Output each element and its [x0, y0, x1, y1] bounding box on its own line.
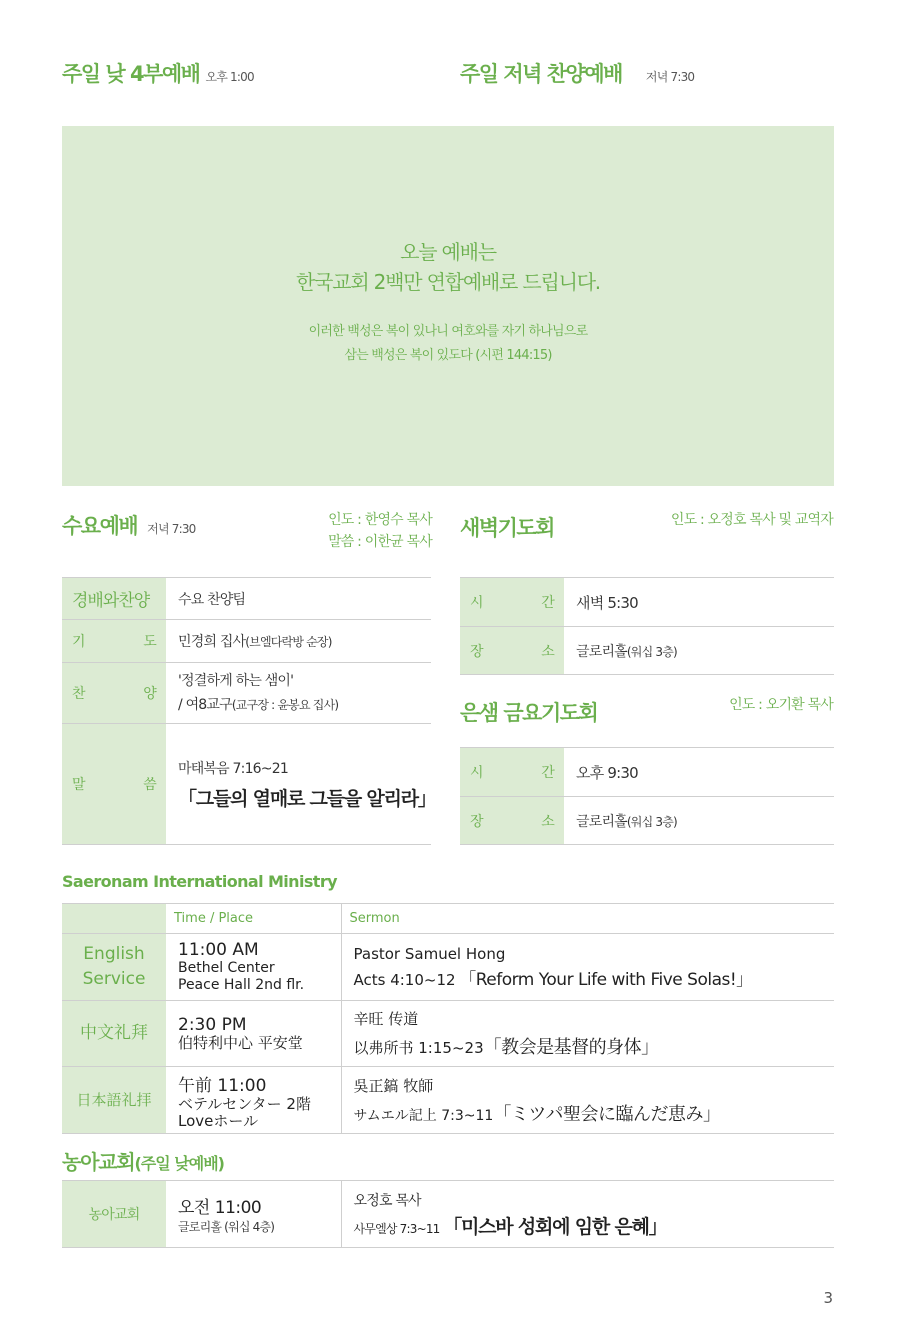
- table-row: [460, 627, 834, 675]
- table-row: [62, 1067, 834, 1134]
- time-place: [166, 1001, 341, 1067]
- wednesday-leader: 인도 : 한영수 목사: [328, 512, 432, 528]
- sermon: [341, 934, 834, 1001]
- label-char: 찬: [72, 686, 85, 702]
- dawn-leader: 인도 : 오정호 목사 및 교역자: [670, 512, 833, 528]
- deaf-church-title: 농아교회: [62, 1150, 135, 1174]
- label-char: 씀: [143, 777, 156, 793]
- service-place: 글로리홀 (워십 4층): [178, 1220, 275, 1234]
- row-value: 새벽 5:30: [564, 578, 834, 627]
- service-time: 午前 11:00: [178, 1075, 267, 1096]
- sermon-passage: サムエル記上 7:3~11: [353, 1107, 494, 1124]
- table-row: [460, 748, 834, 797]
- banner-line-2: 한국교회 2백만 연합예배로 드립니다.: [296, 270, 600, 294]
- sermon-passage: Acts 4:10~12: [353, 970, 456, 989]
- label-char: 간: [541, 765, 554, 781]
- section-title-text: 주일 낮 4부예배: [62, 62, 200, 86]
- service-place: Loveホール: [178, 1111, 259, 1130]
- sermon-title: 「미스바 성회에 임한 은혜」: [443, 1215, 667, 1238]
- sermon-title: 「教会是基督的身体」: [483, 1037, 659, 1058]
- value-main: 글로리홀: [576, 813, 627, 830]
- deaf-church-subtitle: (주일 낮예배): [134, 1154, 224, 1173]
- time-place: [166, 934, 341, 1001]
- row-value: [166, 724, 436, 845]
- row-label: [460, 627, 564, 675]
- table-row: [460, 578, 834, 627]
- wednesday-leaders: [328, 509, 432, 553]
- header-blank: [62, 904, 166, 934]
- sermon-line: [354, 1033, 835, 1059]
- table-row: [460, 797, 834, 845]
- table-row: [62, 934, 834, 1001]
- label-char: 간: [541, 595, 554, 611]
- sermon-title: 「그들의 열매로 그들을 알리라」: [178, 787, 436, 810]
- row-label: [460, 748, 564, 797]
- announcement-banner: [62, 126, 834, 486]
- service-name-line: 日本語礼拝: [76, 1090, 152, 1109]
- table-row: [62, 1181, 834, 1248]
- sermon-passage: 사무엘상 7:3~11: [353, 1221, 440, 1236]
- friday-leader: 인도 : 오기환 목사: [729, 697, 833, 713]
- value-note: (워십 3층): [626, 814, 677, 829]
- banner-verse-1: 이러한 백성은 복이 있나니 여호와를 자기 하나님으로: [308, 324, 588, 339]
- sermon-pastor: 辛旺 传道: [353, 1010, 419, 1028]
- page-number: 3: [823, 1289, 833, 1307]
- wednesday-preacher: 말씀 : 이한균 목사: [328, 534, 432, 550]
- label-char: 기: [72, 634, 85, 650]
- row-value: [166, 663, 431, 724]
- section-title-sunday-evening: [460, 58, 694, 88]
- section-title-text: 수요예배: [62, 514, 138, 538]
- row-label: [460, 578, 564, 627]
- international-title: Saeronam International Ministry: [62, 872, 337, 891]
- row-label: [460, 797, 564, 845]
- table-row: [62, 578, 431, 620]
- sermon: [341, 1001, 834, 1067]
- sermon-title: 「ミツパ聖会に臨んだ恵み」: [493, 1103, 721, 1125]
- header-sermon: Sermon: [341, 904, 834, 934]
- sermon-passage: 以弗所书 1:15~23: [353, 1039, 484, 1057]
- sermon-pastor: 吳正鎬 牧師: [353, 1076, 434, 1095]
- section-title-dawn: 새벽기도회: [460, 516, 554, 540]
- table-header-row: [62, 904, 834, 934]
- praise-song: '정결하게 하는 샘이': [178, 673, 294, 689]
- sermon-passage: 마태복음 7:16~21: [178, 760, 288, 777]
- label-char: 소: [541, 643, 554, 660]
- label-char: 양: [143, 686, 156, 702]
- label-char: 도: [143, 634, 156, 650]
- row-value: 오후 9:30: [564, 748, 834, 797]
- sermon-line: [354, 1212, 835, 1239]
- sermon: [341, 1181, 834, 1248]
- service-name: [62, 1001, 166, 1067]
- service-time: 2:30 PM: [178, 1015, 247, 1035]
- banner-line-1: 오늘 예배는: [400, 240, 496, 264]
- service-name: [62, 1067, 166, 1134]
- value-main: / 여8교구: [178, 697, 232, 713]
- section-title-friday: 은샘 금요기도회: [460, 701, 598, 725]
- service-name-line: Service: [82, 969, 146, 989]
- label-char: 시: [470, 765, 483, 781]
- service-time: 오전 11:00: [178, 1198, 262, 1218]
- sermon-line: [354, 1100, 835, 1126]
- row-value: [564, 797, 834, 845]
- service-place: ベテルセンター 2階: [178, 1094, 311, 1113]
- service-place: Peace Hall 2nd flr.: [178, 977, 305, 993]
- service-name-line: English: [83, 944, 145, 964]
- value-note: (교구장 : 윤봉요 집사): [231, 698, 339, 712]
- table-row: [62, 724, 431, 845]
- section-time: 저녁 7:30: [147, 522, 196, 536]
- value-main: 글로리홀: [576, 643, 627, 660]
- label-char: 장: [470, 813, 483, 830]
- international-table: [62, 903, 834, 1134]
- section-title-sunday-4th: [62, 58, 254, 88]
- praise-by: [178, 693, 431, 717]
- sermon-pastor: 오정호 목사: [353, 1192, 421, 1209]
- deaf-church-heading: [62, 1146, 224, 1175]
- label-char: 소: [541, 813, 554, 830]
- service-name-line: 中文礼拜: [80, 1023, 148, 1043]
- banner-verse-2: 삼는 백성은 복이 있도다 (시편 144:15): [344, 348, 552, 363]
- row-label: [62, 620, 166, 663]
- service-place: 伯特利中心 平安堂: [178, 1034, 303, 1052]
- service-time: 11:00 AM: [178, 940, 259, 960]
- friday-table: [460, 747, 834, 845]
- service-place: Bethel Center: [178, 960, 275, 976]
- time-place: [166, 1181, 341, 1248]
- value-main: 민경희 집사: [178, 634, 246, 650]
- value-note: (워십 3층): [626, 644, 677, 659]
- dawn-table: [460, 577, 834, 675]
- row-label: [62, 663, 166, 724]
- row-value: [166, 620, 431, 663]
- sermon-line: [354, 965, 835, 990]
- table-row: [62, 1001, 834, 1067]
- time-place: [166, 1067, 341, 1134]
- label-char: 시: [470, 595, 483, 611]
- sermon-pastor: Pastor Samuel Hong: [353, 944, 506, 963]
- row-label: 경배와찬양: [62, 578, 166, 620]
- sermon: [341, 1067, 834, 1134]
- label-char: 말: [72, 777, 85, 793]
- label-char: 장: [470, 643, 483, 660]
- section-title-wednesday: [62, 510, 196, 540]
- wednesday-table: [62, 577, 436, 845]
- service-name: 농아교회: [62, 1181, 166, 1248]
- table-row: [62, 663, 431, 724]
- table-row: [62, 620, 431, 663]
- service-name: [62, 934, 166, 1001]
- header-time-place: Time / Place: [166, 904, 341, 934]
- value-note: (브엘다락방 순장): [245, 635, 332, 649]
- section-time: 저녁 7:30: [645, 70, 695, 84]
- row-value: 수요 찬양팀: [166, 578, 431, 620]
- deaf-church-table: [62, 1180, 834, 1248]
- section-title-text: 주일 저녁 찬양예배: [460, 62, 622, 86]
- section-time: 오후 1:00: [205, 70, 254, 84]
- row-label: [62, 724, 166, 845]
- row-value: [564, 627, 834, 675]
- sermon-title: 「Reform Your Life with Five Solas!」: [459, 969, 753, 990]
